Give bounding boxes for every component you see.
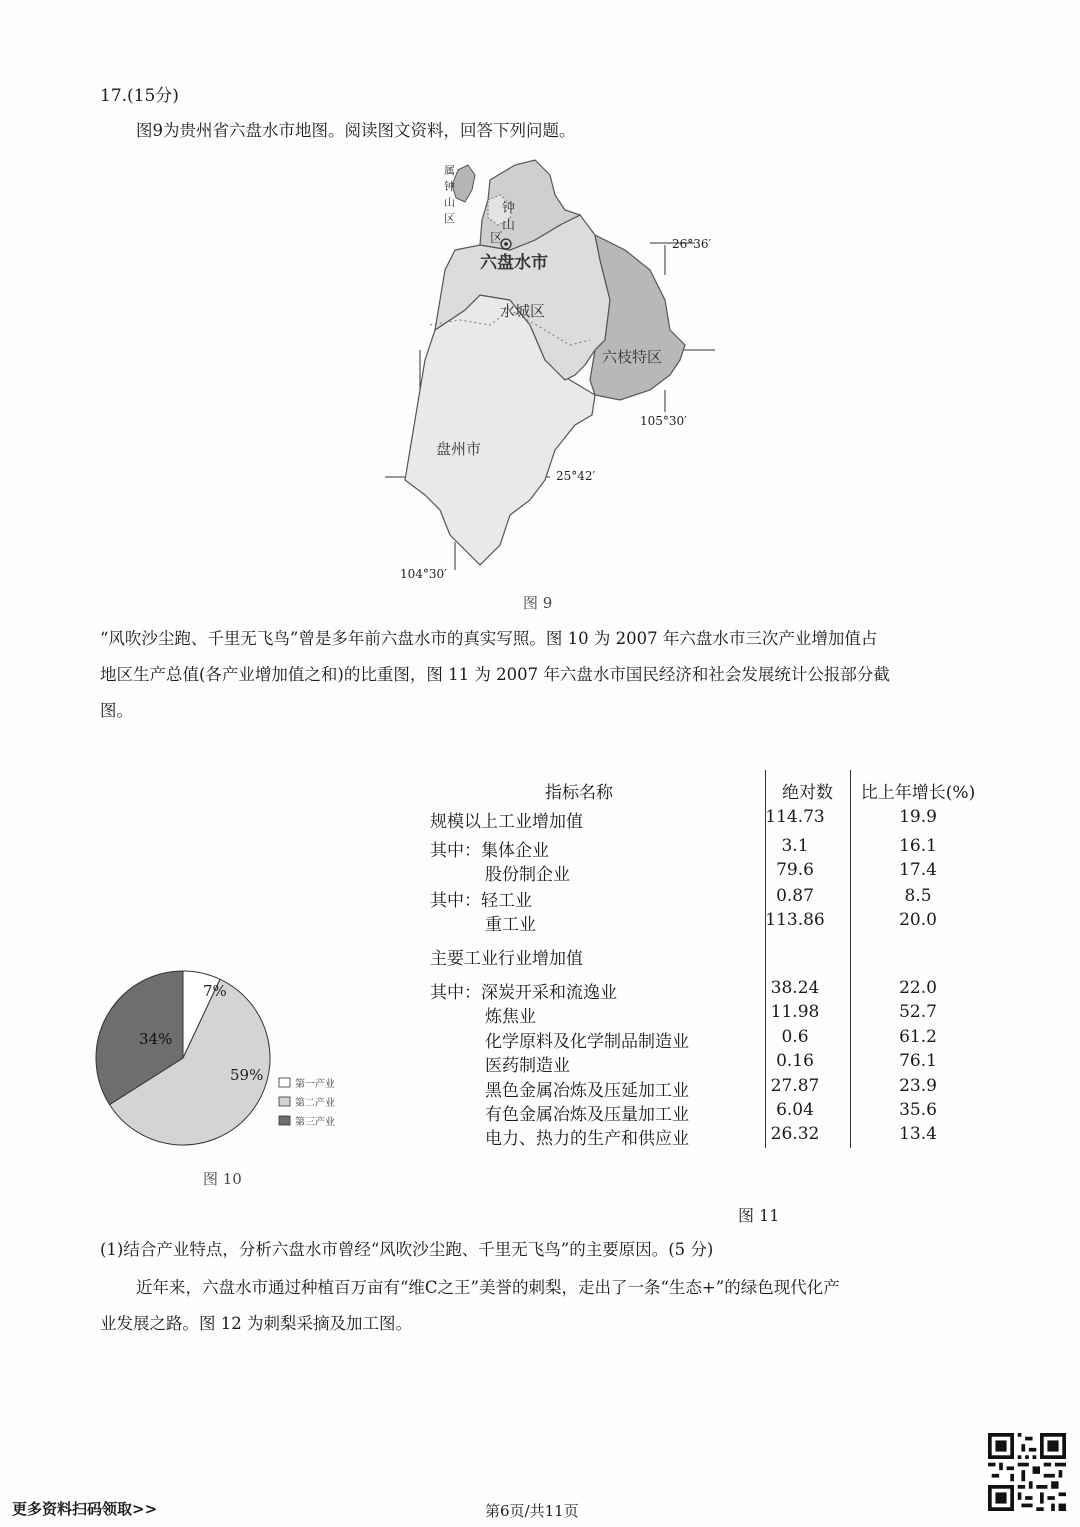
passage2-line-2: 业发展之路。图 12 为刺梨采摘及加工图。 bbox=[100, 1314, 412, 1333]
table-cell-abs: 27.87 bbox=[770, 1076, 820, 1096]
liupanshui-map bbox=[370, 150, 730, 590]
table-cell-name: 电力、热力的生产和供应业 bbox=[485, 1129, 689, 1149]
table-cell-abs: 6.04 bbox=[776, 1100, 814, 1120]
footer-scan-text[interactable]: 更多资料扫码领取>> bbox=[12, 1500, 158, 1518]
table-cell-abs: 11.98 bbox=[770, 1002, 820, 1022]
table-row bbox=[425, 978, 1005, 1002]
legend-label-2: 第二产业 bbox=[295, 1098, 335, 1109]
label-zhongshan-outer-4: 区 bbox=[444, 212, 455, 225]
table-row bbox=[425, 910, 1005, 934]
pie-label-1: 7% bbox=[203, 982, 227, 1000]
table-cell-growth: 16.1 bbox=[899, 836, 937, 856]
label-zhongshan-inner-3: 区 bbox=[490, 231, 504, 246]
pie-label-3: 34% bbox=[139, 1030, 173, 1048]
table-cell-growth: 22.0 bbox=[899, 978, 937, 998]
table-cell-abs: 114.73 bbox=[765, 807, 825, 827]
passage-line-1: “风吹沙尘跑、千里无飞鸟”曾是多年前六盘水市的真实写照。图 10 为 2007 年六盘水市三次产业增加值占 bbox=[100, 629, 878, 648]
passage2-line-1: 近年来，六盘水市通过种植百万亩有“维C之王”美誉的刺梨，走出了一条“生态+”的绿色现代化产 bbox=[136, 1278, 840, 1297]
table-cell-name: 有色金属冶炼及压量加工业 bbox=[485, 1105, 689, 1125]
pie-caption: 图 10 bbox=[203, 1170, 242, 1188]
table-cell-abs: 113.86 bbox=[765, 910, 825, 930]
zhongshan-enclave bbox=[452, 165, 475, 202]
table-cell-name: 其中：集体企业 bbox=[430, 841, 549, 861]
table-cell-growth: 76.1 bbox=[899, 1051, 937, 1071]
table-row bbox=[425, 1051, 1005, 1075]
label-zhongshan-outer-1: 属 bbox=[444, 164, 455, 177]
table-cell-growth: 23.9 bbox=[899, 1076, 937, 1096]
table-cell-abs: 3.1 bbox=[781, 836, 809, 856]
coord-lon2: 104°30′ bbox=[400, 567, 447, 581]
page-number: 第6页/共11页 bbox=[485, 1502, 579, 1520]
table-cell-name: 其中：深炭开采和流逸业 bbox=[430, 983, 617, 1003]
table-cell-growth: 17.4 bbox=[899, 860, 937, 880]
question-number: 17.(15分) bbox=[100, 86, 179, 106]
table-cell-abs: 79.6 bbox=[776, 860, 814, 880]
table-cell-growth: 13.4 bbox=[899, 1124, 937, 1144]
question-intro: 图9为贵州省六盘水市地图。阅读图文资料，回答下列问题。 bbox=[136, 121, 576, 140]
table-cell-name: 黑色金属冶炼及压延加工业 bbox=[485, 1081, 689, 1101]
subquestion-1: (1)结合产业特点，分析六盘水市曾经“风吹沙尘跑、千里无飞鸟”的主要原因。(5 分) bbox=[100, 1240, 714, 1259]
legend-swatch-2 bbox=[279, 1097, 290, 1106]
header-abs: 绝对数 bbox=[782, 783, 833, 803]
table-cell-growth: 8.5 bbox=[904, 886, 932, 906]
label-zhongshan-outer-3: 山 bbox=[444, 196, 455, 209]
table-cell-growth: 52.7 bbox=[899, 1002, 937, 1022]
table-cell-name: 重工业 bbox=[485, 915, 536, 935]
table-cell-abs: 0.6 bbox=[781, 1027, 809, 1047]
table-row bbox=[425, 1100, 1005, 1124]
table-cell-name: 主要工业行业增加值 bbox=[430, 949, 583, 969]
label-liuzhi: 六枝特区 bbox=[602, 348, 663, 366]
table-cell-abs: 0.16 bbox=[776, 1051, 814, 1071]
passage-line-3: 图。 bbox=[100, 701, 133, 720]
label-panzhou: 盘州市 bbox=[436, 440, 482, 458]
table-cell-abs: 26.32 bbox=[770, 1124, 820, 1144]
table-cell-name: 规模以上工业增加值 bbox=[430, 812, 583, 832]
qr-code-icon[interactable] bbox=[988, 1433, 1066, 1511]
table-cell-name: 医药制造业 bbox=[485, 1056, 570, 1076]
table-cell-name: 其中：轻工业 bbox=[430, 891, 532, 911]
table-row bbox=[425, 1124, 1005, 1148]
table-cell-growth: 61.2 bbox=[899, 1027, 937, 1047]
table-cell-name: 股份制企业 bbox=[485, 865, 570, 885]
table-row bbox=[425, 836, 1005, 860]
coord-lat1: 26°36′ bbox=[672, 237, 712, 251]
table-row bbox=[425, 1027, 1005, 1051]
table-cell-name: 化学原料及化学制品制造业 bbox=[485, 1032, 689, 1052]
statistics-table bbox=[425, 770, 1005, 1150]
table-cell-abs: 0.87 bbox=[776, 886, 814, 906]
table-cell-name: 炼焦业 bbox=[485, 1007, 536, 1027]
table-row bbox=[425, 1076, 1005, 1100]
legend-label-1: 第一产业 bbox=[295, 1079, 335, 1090]
table-row bbox=[425, 860, 1005, 884]
table-caption: 图 11 bbox=[738, 1206, 780, 1225]
table-cell-abs: 38.24 bbox=[770, 978, 820, 998]
table-row bbox=[425, 807, 1005, 831]
label-zhongshan-inner-2: 山 bbox=[502, 218, 516, 233]
coord-lat2: 25°42′ bbox=[556, 469, 596, 483]
legend-swatch-1 bbox=[279, 1078, 290, 1087]
table-cell-growth: 35.6 bbox=[899, 1100, 937, 1120]
pie-label-2: 59% bbox=[230, 1066, 264, 1084]
table-cell-growth: 20.0 bbox=[899, 910, 937, 930]
table-row bbox=[425, 944, 1005, 968]
label-zhongshan-inner-1: 钟 bbox=[502, 201, 516, 216]
map-caption: 图 9 bbox=[523, 594, 553, 612]
industry-pie-chart bbox=[95, 960, 375, 1160]
table-row bbox=[425, 1002, 1005, 1026]
legend-label-3: 第三产业 bbox=[295, 1117, 335, 1128]
city-marker-dot bbox=[504, 242, 508, 246]
header-name: 指标名称 bbox=[545, 783, 613, 803]
label-zhongshan-outer-2: 钟 bbox=[444, 180, 455, 193]
table-header-row bbox=[425, 778, 1005, 802]
passage-line-2: 地区生产总值(各产业增加值之和)的比重图，图 11 为 2007 年六盘水市国民经济和社会发展统计公报部分截 bbox=[100, 665, 890, 684]
legend-swatch-3 bbox=[279, 1116, 290, 1125]
table-row bbox=[425, 886, 1005, 910]
label-city: 六盘水市 bbox=[480, 253, 548, 273]
table-cell-growth: 19.9 bbox=[899, 807, 937, 827]
coord-lon1: 105°30′ bbox=[640, 414, 687, 428]
header-growth: 比上年增长(%) bbox=[860, 783, 976, 803]
label-shuicheng: 水城区 bbox=[500, 302, 546, 320]
